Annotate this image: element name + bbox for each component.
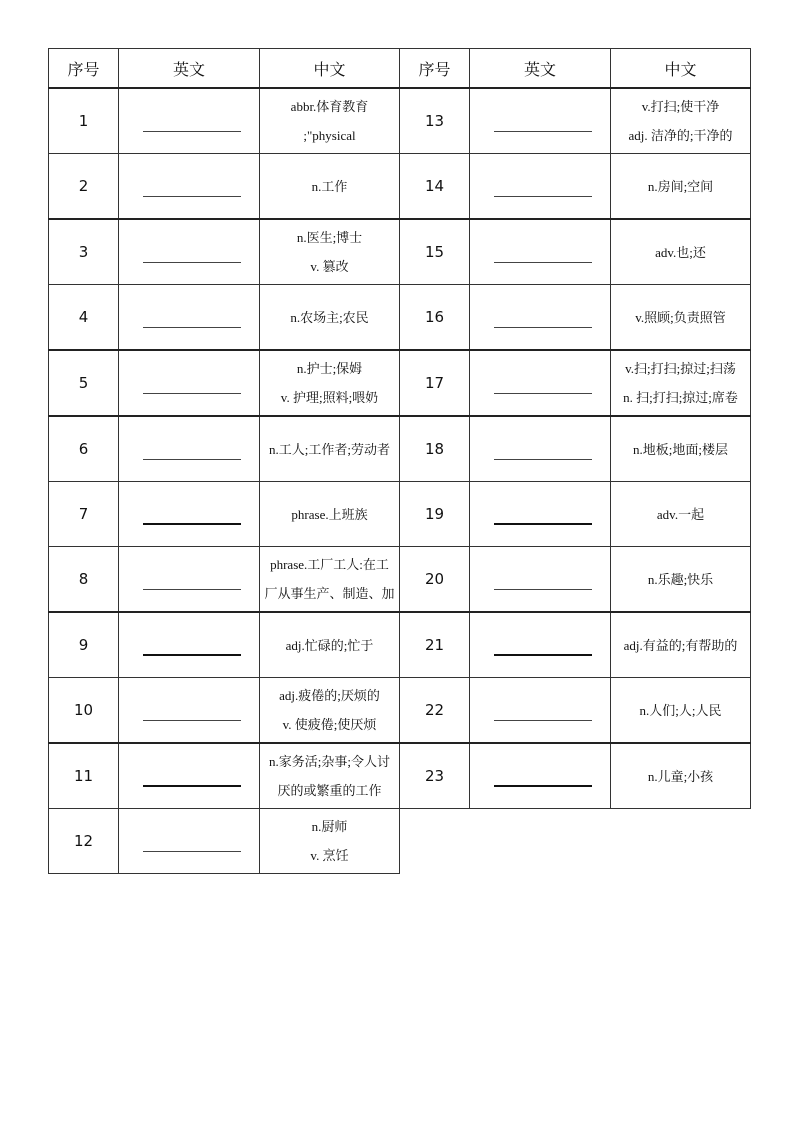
item-number: 11 [49,743,119,809]
item-number: 5 [49,350,119,416]
english-answer-cell [470,678,611,744]
english-answer-cell [119,350,260,416]
chinese-meaning [611,219,751,285]
meaning-line: phrase.上班族 [291,506,368,522]
meaning-line: v. 篡改 [310,259,349,274]
chinese-meaning [260,350,400,416]
meaning-line: n.护士;保姆 [296,361,363,376]
meaning-line: v. 使疲倦;使厌烦 [282,717,377,732]
item-number: 14 [400,154,470,220]
header-chinese-left: 中文 [260,49,400,89]
header-number-right: 序号 [400,49,470,89]
meaning-line: abbr.体育教育 [290,99,369,114]
chinese-meaning [260,416,400,482]
table-row [49,285,751,351]
meaning-line: n.农场主;农民 [290,309,369,325]
english-answer-cell [470,219,611,285]
meaning-line: v. 烹饪 [310,848,349,863]
table-row [49,88,751,154]
meaning-line: 厂从事生产、制造、加 [264,586,395,601]
english-answer-cell [470,285,611,351]
meaning-line: n.工作 [311,178,348,194]
item-number: 10 [49,678,119,744]
empty-cell [611,809,751,874]
chinese-meaning [260,809,400,874]
chinese-meaning [260,612,400,678]
english-answer-cell [119,547,260,613]
item-number: 22 [400,678,470,744]
vocabulary-table [48,48,751,874]
english-answer-cell [119,743,260,809]
answer-blank-line[interactable] [494,523,592,525]
english-answer-cell [119,88,260,154]
english-answer-cell [119,678,260,744]
meaning-line: n.工人;工作者;劳动者 [269,441,390,457]
meaning-line: v.打扫;使干净 [641,99,720,114]
english-answer-cell [470,88,611,154]
item-number: 9 [49,612,119,678]
chinese-meaning [260,219,400,285]
meaning-line: v. 护理;照料;喂奶 [280,390,379,405]
answer-blank-line[interactable] [494,654,592,656]
header-chinese-right: 中文 [611,49,751,89]
vocabulary-worksheet [48,48,751,874]
chinese-meaning [611,416,751,482]
chinese-meaning [260,88,400,154]
item-number: 1 [49,88,119,154]
chinese-meaning [611,612,751,678]
english-answer-cell [470,416,611,482]
meaning-line: adv.一起 [656,506,705,522]
item-number: 13 [400,88,470,154]
item-number: 21 [400,612,470,678]
english-answer-cell [470,154,611,220]
item-number: 17 [400,350,470,416]
answer-blank-line[interactable] [494,196,592,197]
meaning-line: v.扫;打扫;掠过;扫荡 [625,361,736,376]
answer-blank-line[interactable] [143,720,241,721]
meaning-line: n.厨师 [311,819,348,834]
item-number: 15 [400,219,470,285]
meaning-line: ;"physical [303,128,356,143]
answer-blank-line[interactable] [494,720,592,721]
item-number: 2 [49,154,119,220]
table-row [49,612,751,678]
meaning-line: 厌的或繁重的工作 [277,783,382,798]
table-row [49,678,751,744]
header-number-left: 序号 [49,49,119,89]
english-answer-cell [470,547,611,613]
answer-blank-line[interactable] [494,785,592,787]
empty-cell [400,809,470,874]
chinese-meaning [611,482,751,547]
table-row [49,350,751,416]
chinese-meaning [260,743,400,809]
item-number: 18 [400,416,470,482]
answer-blank-line[interactable] [494,393,592,394]
chinese-meaning [260,154,400,220]
answer-blank-line[interactable] [143,654,241,656]
english-answer-cell [119,219,260,285]
answer-blank-line[interactable] [494,327,592,328]
table-row [49,482,751,547]
answer-blank-line[interactable] [143,459,241,460]
meaning-line: n.人们;人;人民 [639,702,722,718]
english-answer-cell [119,154,260,220]
meaning-line: adj.疲倦的;厌烦的 [279,688,380,703]
english-answer-cell [119,809,260,874]
chinese-meaning [611,743,751,809]
answer-blank-line[interactable] [494,589,592,590]
english-answer-cell [470,612,611,678]
meaning-line: n.医生;博士 [296,230,363,245]
item-number: 3 [49,219,119,285]
chinese-meaning [260,285,400,351]
english-answer-cell [119,482,260,547]
meaning-line: adv.也;还 [655,244,706,260]
table-row [49,547,751,613]
chinese-meaning [611,88,751,154]
answer-blank-line[interactable] [143,785,241,787]
meaning-line: n.家务活;杂事;令人讨 [269,754,390,769]
answer-blank-line[interactable] [143,262,241,263]
header-row [49,49,751,89]
item-number: 23 [400,743,470,809]
header-english-right: 英文 [470,49,611,89]
meaning-line: v.照顾;负责照管 [635,309,726,325]
chinese-meaning [611,154,751,220]
item-number: 8 [49,547,119,613]
item-number: 20 [400,547,470,613]
header-english-left: 英文 [119,49,260,89]
english-answer-cell [119,612,260,678]
table-row [49,809,751,874]
table-row [49,743,751,809]
empty-cell [470,809,611,874]
item-number: 16 [400,285,470,351]
chinese-meaning [260,482,400,547]
meaning-line: n.地板;地面;楼层 [633,441,728,457]
table-row [49,219,751,285]
answer-blank-line[interactable] [143,131,241,132]
answer-blank-line[interactable] [143,393,241,394]
meaning-line: adj.有益的;有帮助的 [623,637,738,653]
chinese-meaning [611,678,751,744]
meaning-line: n.乐趣;快乐 [647,571,714,587]
answer-blank-line[interactable] [143,851,241,852]
meaning-line: n.儿童;小孩 [647,768,714,784]
chinese-meaning [611,285,751,351]
chinese-meaning [260,678,400,744]
table-row [49,154,751,220]
answer-blank-line[interactable] [143,327,241,328]
chinese-meaning [611,547,751,613]
meaning-line: n. 扫;打扫;掠过;席卷 [623,390,738,405]
item-number: 4 [49,285,119,351]
answer-blank-line[interactable] [494,131,592,132]
answer-blank-line[interactable] [494,459,592,460]
meaning-line: phrase.工厂工人:在工 [270,557,389,572]
item-number: 12 [49,809,119,874]
meaning-line: adj. 洁净的;干净的 [628,128,733,143]
item-number: 7 [49,482,119,547]
answer-blank-line[interactable] [143,196,241,197]
english-answer-cell [119,285,260,351]
chinese-meaning [611,350,751,416]
item-number: 6 [49,416,119,482]
chinese-meaning [260,547,400,613]
item-number: 19 [400,482,470,547]
table-row [49,416,751,482]
english-answer-cell [470,482,611,547]
answer-blank-line[interactable] [494,262,592,263]
meaning-line: n.房间;空间 [647,178,714,194]
english-answer-cell [470,743,611,809]
answer-blank-line[interactable] [143,589,241,590]
answer-blank-line[interactable] [143,523,241,525]
english-answer-cell [470,350,611,416]
english-answer-cell [119,416,260,482]
meaning-line: adj.忙碌的;忙于 [285,637,374,653]
